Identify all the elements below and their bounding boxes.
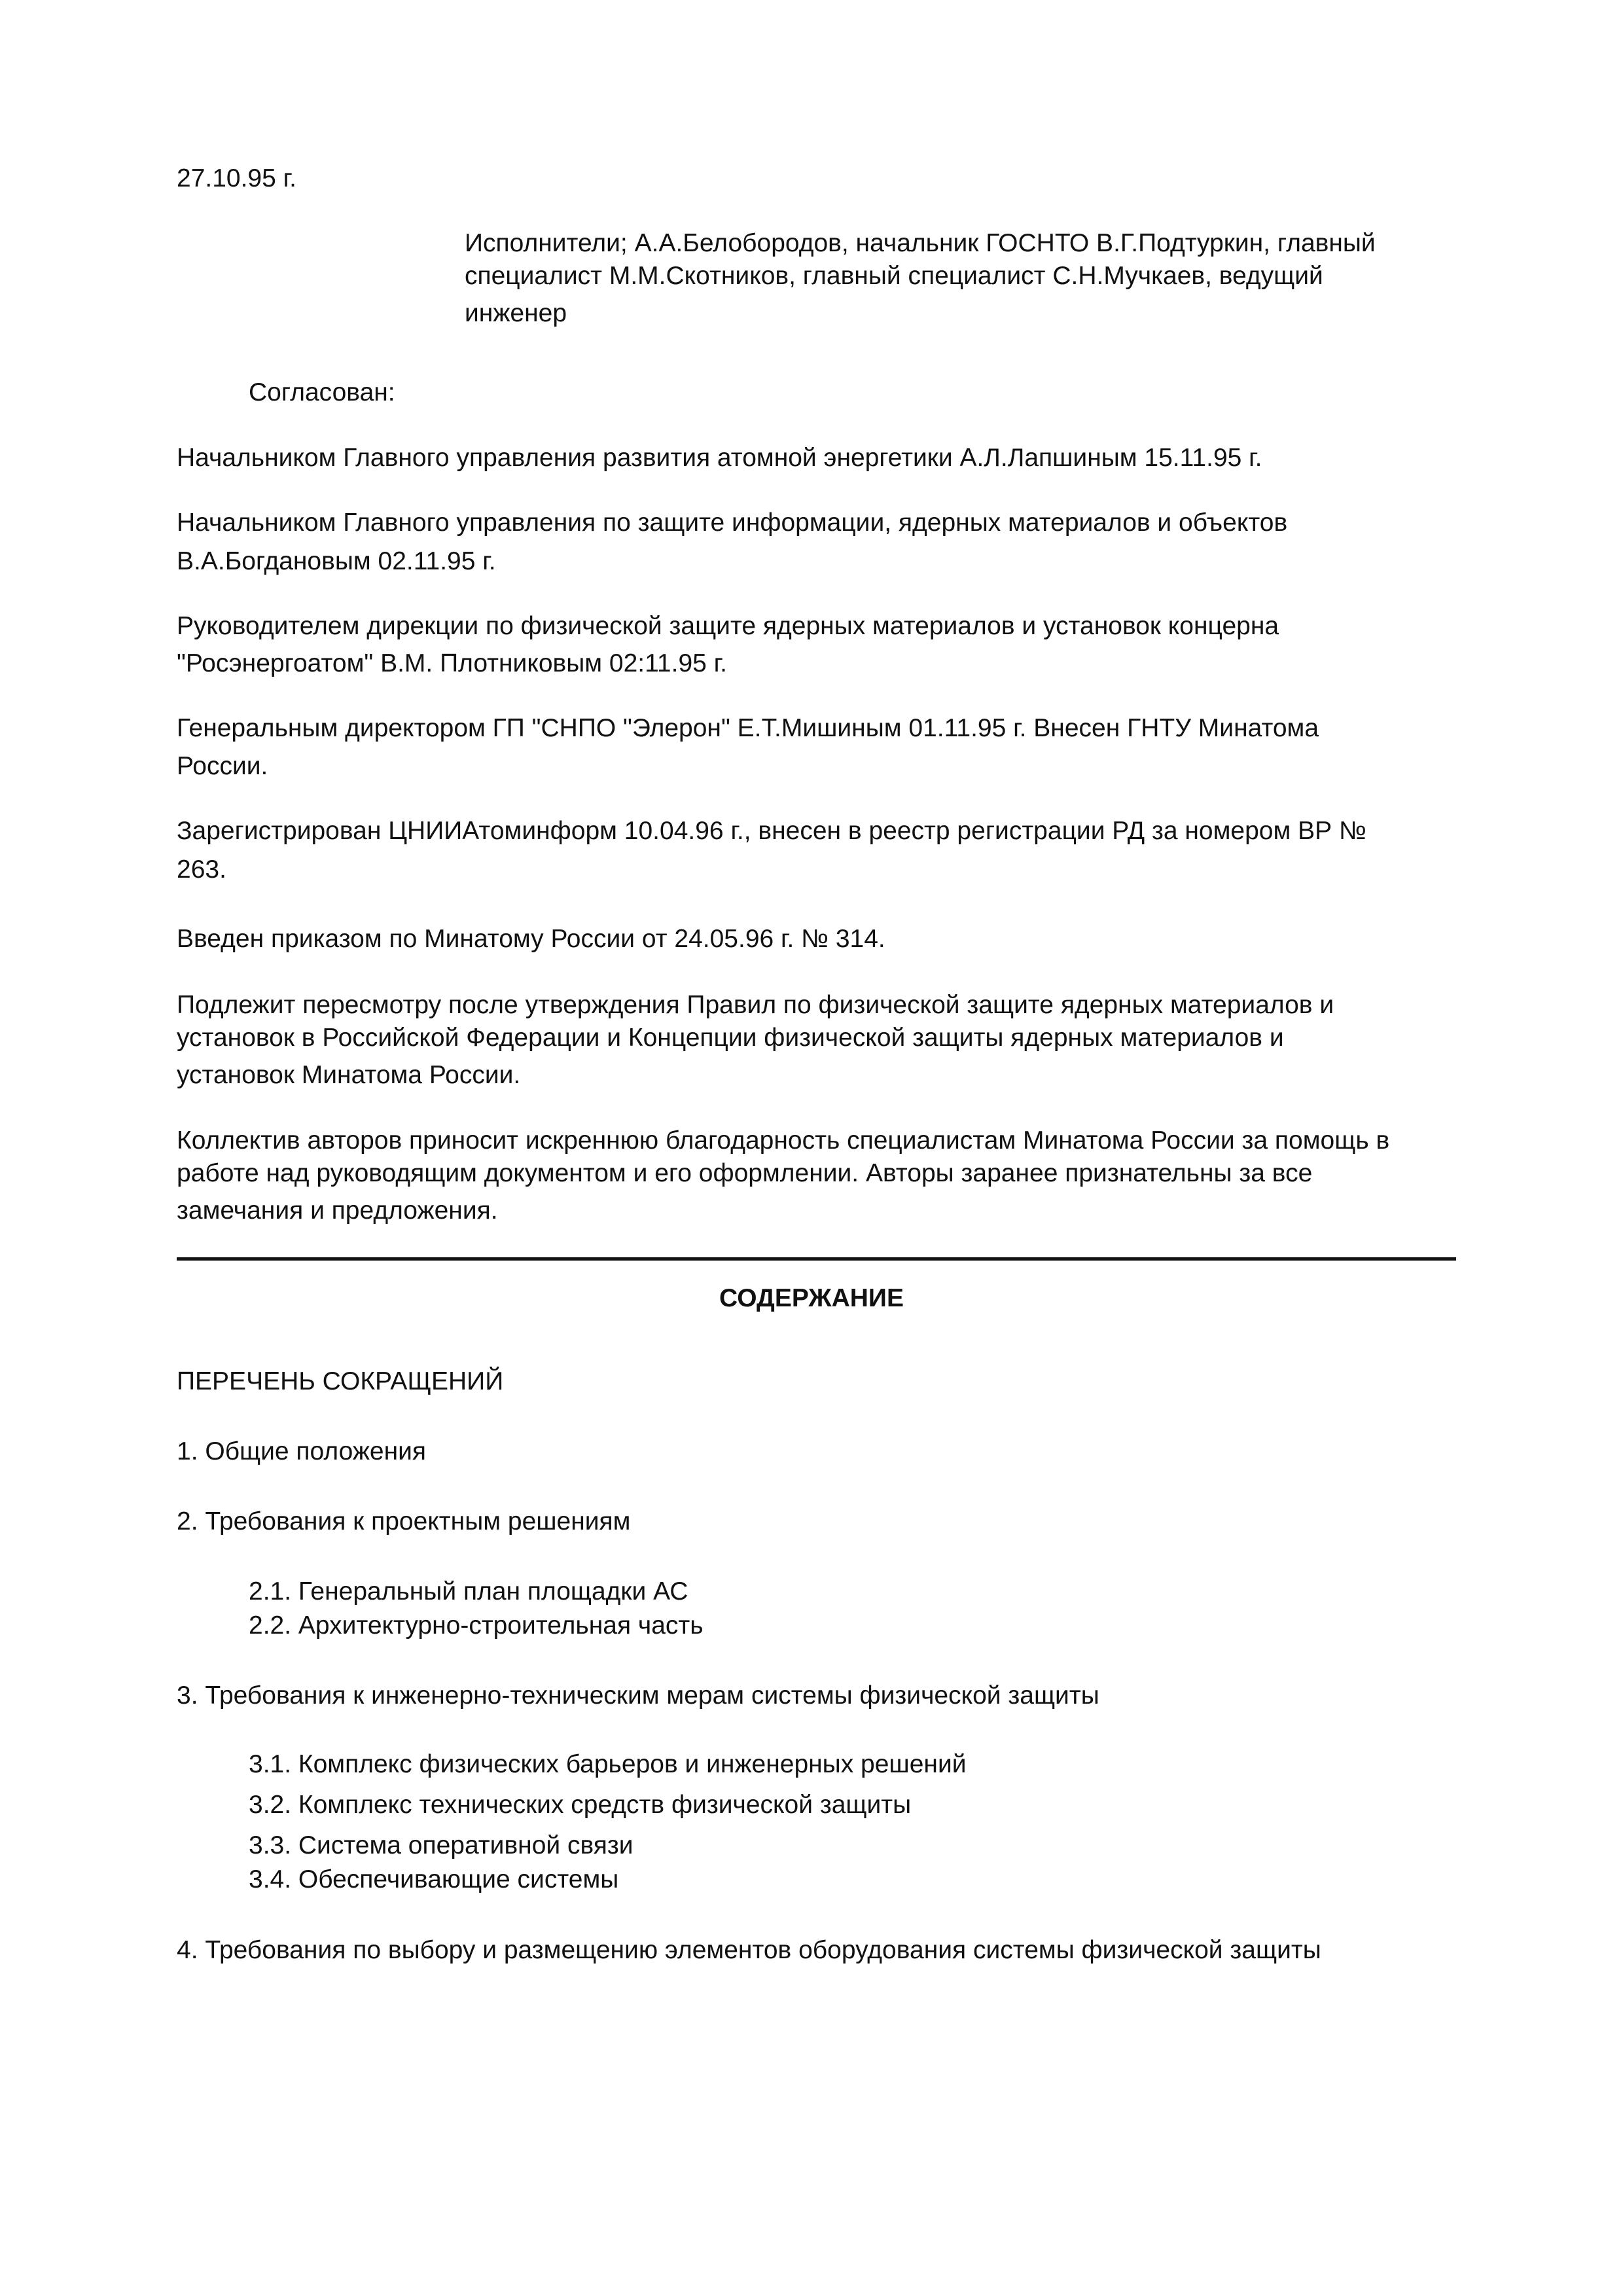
toc-subitem: 3.2. Комплекс технических средств физической защиты: [249, 1791, 912, 1819]
paragraph-line: Руководителем дирекции по физической защите ядерных материалов и установок концерна: [177, 612, 1279, 640]
paragraph-line: Коллектив авторов приносит искреннюю благодарность специалистам Минатома России за помощь в: [177, 1126, 1390, 1155]
paragraph-line: установок в Российской Федерации и Концепции физической защиты ядерных материалов и: [177, 1024, 1284, 1052]
toc-item: 4. Требования по выбору и размещению элементов оборудования системы физической защиты: [177, 1936, 1321, 1964]
paragraph-line: Введен приказом по Минатому России от 24.05.96 г. № 314.: [177, 925, 885, 953]
paragraph-line: Начальником Главного управления по защите информации, ядерных материалов и объектов: [177, 509, 1288, 537]
paragraph-line: "Росэнергоатом" В.М. Плотниковым 02:11.95 г.: [177, 649, 727, 677]
paragraph-line: Начальником Главного управления развития атомной энергетики А.Л.Лапшиным 15.11.95 г.: [177, 444, 1262, 472]
paragraph-line: Подлежит пересмотру после утверждения Правил по физической защите ядерных материалов и: [177, 991, 1334, 1019]
toc-item: 3. Требования к инженерно-техническим мерам системы физической защиты: [177, 1681, 1099, 1710]
paragraph-line: В.А.Богдановым 02.11.95 г.: [177, 547, 496, 575]
executors-line: инженер: [465, 299, 567, 327]
toc-subitem: 2.2. Архитектурно-строительная часть: [249, 1611, 704, 1640]
agreed-label: Согласован:: [249, 378, 395, 406]
contents-title: СОДЕРЖАНИЕ: [719, 1284, 904, 1312]
toc-item: 1. Общие положения: [177, 1437, 427, 1465]
paragraph-line: установок Минатома России.: [177, 1061, 521, 1089]
executors-line: специалист М.М.Скотников, главный специалист С.Н.Мучкаев, ведущий: [465, 262, 1323, 290]
toc-subitem: 3.4. Обеспечивающие системы: [249, 1865, 619, 1893]
toc-item: 2. Требования к проектным решениям: [177, 1507, 631, 1535]
paragraph-line: Зарегистрирован ЦНИИАтоминформ 10.04.96 г., внесен в реестр регистрации РД за номером ВР №: [177, 817, 1366, 845]
abbreviations-heading: ПЕРЕЧЕНЬ СОКРАЩЕНИЙ: [177, 1367, 504, 1395]
document-date: 27.10.95 г.: [177, 164, 296, 192]
paragraph-line: Генеральным директором ГП "СНПО "Элерон" Е.Т.Мишиным 01.11.95 г. Внесен ГНТУ Минатома: [177, 714, 1319, 742]
toc-subitem: 2.1. Генеральный план площадки АС: [249, 1577, 688, 1605]
section-divider: [177, 1257, 1456, 1261]
paragraph-line: 263.: [177, 855, 226, 884]
toc-subitem: 3.1. Комплекс физических барьеров и инженерных решений: [249, 1750, 967, 1778]
executors-line: Исполнители; А.А.Белобородов, начальник ГОСНТО В.Г.Подтуркин, главный: [465, 229, 1376, 257]
toc-subitem: 3.3. Система оперативной связи: [249, 1831, 633, 1859]
paragraph-line: России.: [177, 752, 268, 780]
paragraph-line: замечания и предложения.: [177, 1196, 498, 1225]
paragraph-line: работе над руководящим документом и его оформлении. Авторы заранее признательны за все: [177, 1159, 1313, 1187]
